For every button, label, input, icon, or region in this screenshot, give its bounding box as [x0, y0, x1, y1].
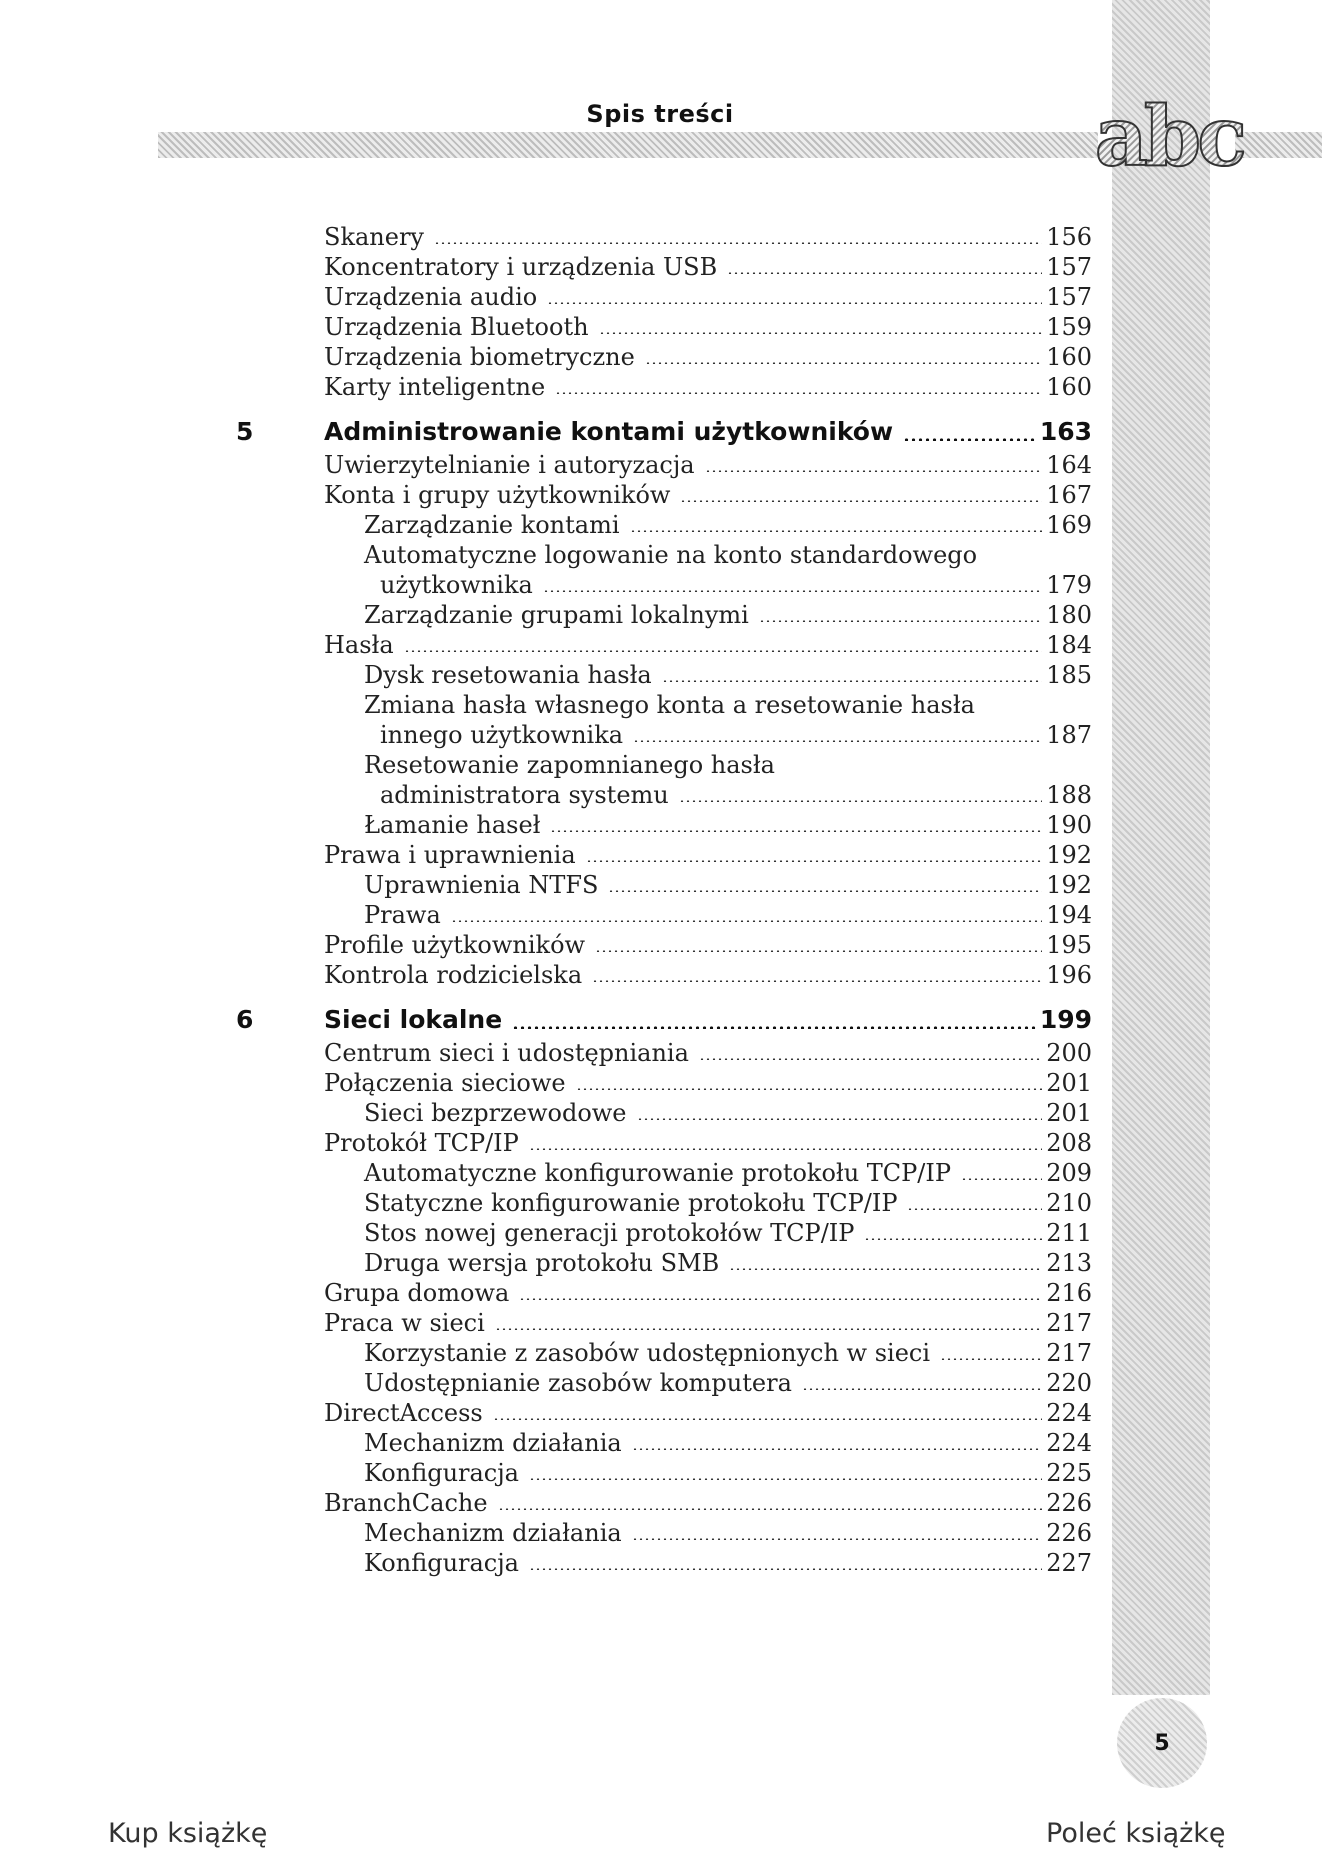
entry-title: Urządzenia Bluetooth: [324, 313, 589, 341]
side-decorative-stripe: [1112, 0, 1210, 1695]
abc-logo: [1094, 95, 1244, 175]
entry-title: Praca w sieci: [324, 1309, 485, 1337]
entry-title: Hasła: [324, 631, 394, 659]
page-ref: 217: [1046, 1339, 1092, 1367]
page-ref: 227: [1046, 1549, 1092, 1577]
page-ref: 217: [1046, 1309, 1092, 1337]
entry-title: Karty inteligentne: [324, 373, 546, 401]
page-ref: 211: [1046, 1219, 1092, 1247]
toc-entry-row: [236, 1458, 1092, 1488]
toc-entry-row: [236, 282, 1092, 312]
toc-entry-row: [236, 1038, 1092, 1068]
toc-entry-row: [236, 1248, 1092, 1278]
toc-entry-row: [236, 1188, 1092, 1218]
recommend-book-link[interactable]: Poleć książkę: [1046, 1818, 1226, 1849]
toc-entry-row: [236, 840, 1092, 870]
page-ref: 201: [1046, 1099, 1092, 1127]
entry-title: administratora systemu: [380, 781, 669, 809]
entry-title: Konfiguracja: [364, 1459, 519, 1487]
page-ref: 194: [1046, 901, 1092, 929]
dot-leader: [705, 470, 1043, 472]
toc-entry-row: [236, 660, 1092, 690]
chapter-number: 6: [236, 1005, 254, 1034]
entry-title: Skanery: [324, 223, 424, 251]
entry-title: Konta i grupy użytkowników: [324, 481, 671, 509]
toc-entry-row: [236, 1308, 1092, 1338]
toc-entry-row: [236, 930, 1092, 960]
dot-leader: [680, 500, 1042, 502]
dot-leader: [961, 1178, 1042, 1180]
entry-title: Centrum sieci i udostępniania: [324, 1039, 689, 1067]
dot-leader: [633, 740, 1042, 742]
page-ref: 224: [1046, 1399, 1092, 1427]
entry-title: Konfiguracja: [364, 1549, 519, 1577]
toc-entry-row: [236, 480, 1092, 510]
page-ref: 159: [1046, 313, 1092, 341]
dot-leader: [645, 362, 1042, 364]
page-ref: 210: [1046, 1189, 1092, 1217]
page-ref: 160: [1046, 343, 1092, 371]
dot-leader: [529, 1478, 1042, 1480]
toc-entry-row: [236, 780, 1092, 810]
toc-entry-row: [236, 690, 1092, 720]
dot-leader: [759, 620, 1042, 622]
entry-title: Protokół TCP/IP: [324, 1129, 519, 1157]
page-ref: 195: [1046, 931, 1092, 959]
dot-leader: [632, 1448, 1043, 1450]
entry-title: Statyczne konfigurowanie protokołu TCP/IP: [364, 1189, 898, 1217]
toc-entry-row: [236, 570, 1092, 600]
chapter-title: Administrowanie kontami użytkowników: [324, 417, 894, 446]
toc-entry-row: [236, 1158, 1092, 1188]
toc-entry-row: [236, 1518, 1092, 1548]
page-ref: 157: [1046, 283, 1092, 311]
page-ref: 190: [1046, 811, 1092, 839]
header-rule-right: [1235, 132, 1322, 158]
dot-leader: [662, 680, 1043, 682]
toc-entry-row: [236, 600, 1092, 630]
entry-title: Prawa: [364, 901, 441, 929]
entry-title: Grupa domowa: [324, 1279, 510, 1307]
dot-leader: [940, 1358, 1042, 1360]
dot-leader: [632, 1538, 1043, 1540]
dot-leader: [550, 830, 1042, 832]
toc-entry-row: [236, 900, 1092, 930]
page-number: 5: [1154, 1730, 1170, 1756]
dot-leader: [599, 332, 1043, 334]
dot-leader: [637, 1118, 1043, 1120]
toc-entry-row: [236, 870, 1092, 900]
dot-leader: [543, 590, 1042, 592]
toc-entry-row: [236, 252, 1092, 282]
buy-book-link[interactable]: Kup książkę: [108, 1818, 268, 1849]
page-ref: 184: [1046, 631, 1092, 659]
toc-entry-row: [236, 342, 1092, 372]
dot-leader: [493, 1418, 1042, 1420]
page-ref: 156: [1046, 223, 1092, 251]
page-ref: 201: [1046, 1069, 1092, 1097]
page-ref: 192: [1046, 841, 1092, 869]
entry-title: Uwierzytelnianie i autoryzacja: [324, 451, 695, 479]
dot-leader: [727, 272, 1042, 274]
header-rule: [158, 132, 1098, 158]
dot-leader: [495, 1328, 1042, 1330]
entry-title: Zarządzanie grupami lokalnymi: [364, 601, 749, 629]
toc-entry-row: [236, 630, 1092, 660]
page-ref: 164: [1046, 451, 1092, 479]
entry-title: DirectAccess: [324, 1399, 483, 1427]
page-ref: 163: [1039, 417, 1092, 446]
entry-title: Łamanie haseł: [364, 811, 541, 839]
toc-entry-row: [236, 1488, 1092, 1518]
page-ref: 167: [1046, 481, 1092, 509]
dot-leader: [576, 1088, 1043, 1090]
entry-title: Mechanizm działania: [364, 1429, 622, 1457]
page-ref: 199: [1039, 1005, 1092, 1034]
entry-title: Zarządzanie kontami: [364, 511, 620, 539]
toc-entry-row: [236, 540, 1092, 570]
dot-leader: [903, 438, 1036, 441]
dot-leader: [802, 1388, 1042, 1390]
running-header-title: Spis treści: [586, 100, 734, 128]
entry-title: Profile użytkowników: [324, 931, 586, 959]
dot-leader: [519, 1298, 1042, 1300]
page-ref: 208: [1046, 1129, 1092, 1157]
entry-title: Resetowanie zapomnianego hasła: [364, 751, 775, 779]
dot-leader: [434, 242, 1042, 244]
toc-entry-row: [236, 222, 1092, 252]
toc-entry-row: [236, 1398, 1092, 1428]
page-ref: 225: [1046, 1459, 1092, 1487]
page-ref: 226: [1046, 1519, 1092, 1547]
toc-entry-row: [236, 1548, 1092, 1578]
toc-entry-row: [236, 1068, 1092, 1098]
page-ref: 179: [1046, 571, 1092, 599]
toc-entry-row: [236, 750, 1092, 780]
toc-entry-row: [236, 720, 1092, 750]
dot-leader: [404, 650, 1043, 652]
page-ref: 213: [1046, 1249, 1092, 1277]
entry-title: Dysk resetowania hasła: [364, 661, 652, 689]
toc-entry-row: [236, 810, 1092, 840]
entry-title: Urządzenia audio: [324, 283, 538, 311]
page-ref: 200: [1046, 1039, 1092, 1067]
entry-title: Połączenia sieciowe: [324, 1069, 566, 1097]
toc-entry-row: [236, 1428, 1092, 1458]
toc-entry-row: [236, 372, 1092, 402]
entry-title: Zmiana hasła własnego konta a resetowanie hasła: [364, 691, 975, 719]
toc-entry-row: [236, 450, 1092, 480]
dot-leader: [547, 302, 1042, 304]
toc-chapter-row: [236, 1002, 1092, 1038]
dot-leader: [679, 800, 1042, 802]
entry-title: Prawa i uprawnienia: [324, 841, 576, 869]
page-ref: 226: [1046, 1489, 1092, 1517]
chapter-title: Sieci lokalne: [324, 1005, 503, 1034]
entry-title: użytkownika: [380, 571, 533, 599]
entry-title: Automatyczne logowanie na konto standardowego: [364, 541, 978, 569]
toc-entry-row: [236, 1368, 1092, 1398]
entry-title: Korzystanie z zasobów udostępnionych w sieci: [364, 1339, 931, 1367]
entry-title: Udostępnianie zasobów komputera: [364, 1369, 792, 1397]
dot-leader: [451, 920, 1042, 922]
dot-leader: [729, 1268, 1042, 1270]
toc-entry-row: [236, 1218, 1092, 1248]
entry-title: Druga wersja protokołu SMB: [364, 1249, 720, 1277]
toc-entry-row: [236, 1338, 1092, 1368]
toc-entry-row: [236, 1128, 1092, 1158]
entry-title: BranchCache: [324, 1489, 488, 1517]
dot-leader: [608, 890, 1042, 892]
table-of-contents: [236, 222, 1092, 1578]
dot-leader: [592, 980, 1042, 982]
dot-leader: [630, 530, 1043, 532]
entry-title: Uprawnienia NTFS: [364, 871, 599, 899]
entry-title: Automatyczne konfigurowanie protokołu TCP/IP: [364, 1159, 952, 1187]
dot-leader: [864, 1238, 1042, 1240]
dot-leader: [907, 1208, 1042, 1210]
toc-chapter-row: [236, 414, 1092, 450]
page-ref: 185: [1046, 661, 1092, 689]
page-ref: 209: [1046, 1159, 1092, 1187]
entry-title: Sieci bezprzewodowe: [364, 1099, 627, 1127]
entry-title: innego użytkownika: [380, 721, 624, 749]
dot-leader: [529, 1148, 1042, 1150]
page-ref: 224: [1046, 1429, 1092, 1457]
page-ref: 220: [1046, 1369, 1092, 1397]
page-ref: 160: [1046, 373, 1092, 401]
page-ref: 169: [1046, 511, 1092, 539]
dot-leader: [555, 392, 1042, 394]
abc-logo-text: abc: [1094, 95, 1244, 175]
page-ref: 192: [1046, 871, 1092, 899]
page-ref: 188: [1046, 781, 1092, 809]
toc-entry-row: [236, 510, 1092, 540]
entry-title: Mechanizm działania: [364, 1519, 622, 1547]
dot-leader: [586, 860, 1043, 862]
dot-leader: [529, 1568, 1042, 1570]
toc-entry-row: [236, 960, 1092, 990]
page-number-badge: [1117, 1698, 1207, 1788]
page-ref: 157: [1046, 253, 1092, 281]
dot-leader: [512, 1026, 1036, 1029]
toc-entry-row: [236, 312, 1092, 342]
chapter-number: 5: [236, 417, 254, 446]
dot-leader: [699, 1058, 1042, 1060]
page-ref: 196: [1046, 961, 1092, 989]
toc-entry-row: [236, 1098, 1092, 1128]
page-ref: 180: [1046, 601, 1092, 629]
page-ref: 187: [1046, 721, 1092, 749]
entry-title: Stos nowej generacji protokołów TCP/IP: [364, 1219, 855, 1247]
entry-title: Urządzenia biometryczne: [324, 343, 635, 371]
toc-entry-row: [236, 1278, 1092, 1308]
page-ref: 216: [1046, 1279, 1092, 1307]
entry-title: Kontrola rodzicielska: [324, 961, 583, 989]
dot-leader: [595, 950, 1042, 952]
entry-title: Koncentratory i urządzenia USB: [324, 253, 718, 281]
dot-leader: [498, 1508, 1043, 1510]
